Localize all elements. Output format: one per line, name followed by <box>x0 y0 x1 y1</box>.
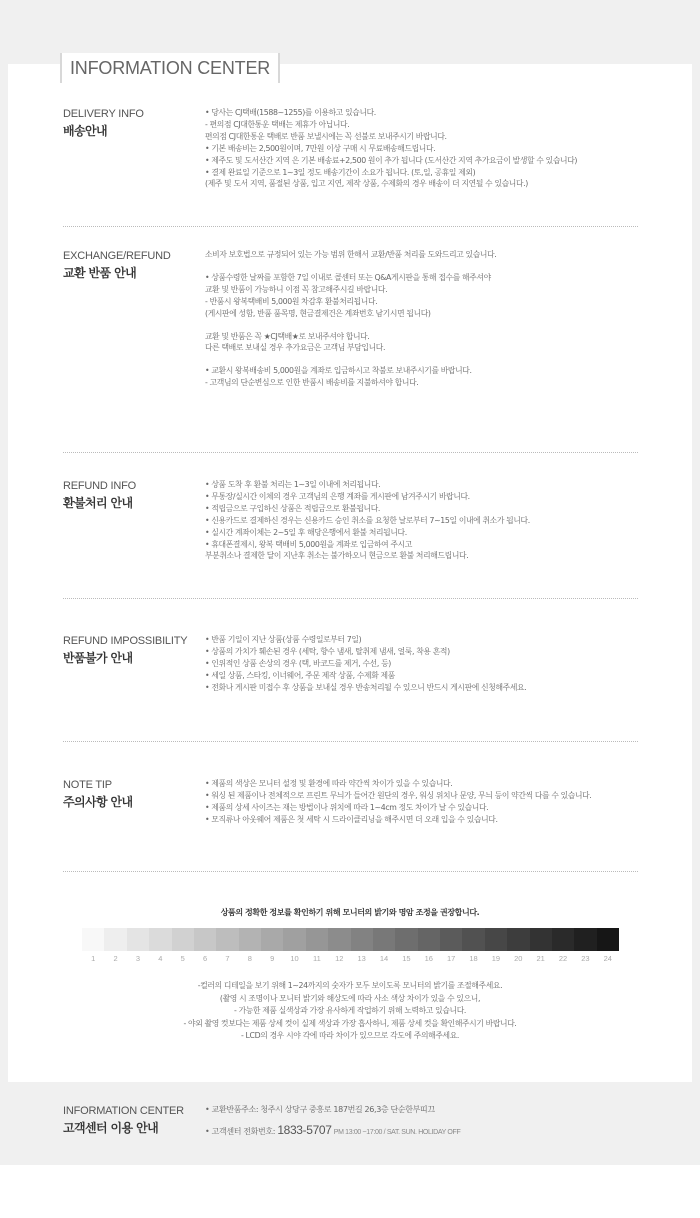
content-line: • 상품수령한 날짜를 포함한 7일 이내로 콜센터 또는 Q&A게시판을 통해 접수를 해주셔야 <box>205 272 491 282</box>
section-label-en: REFUND IMPOSSIBILITY <box>63 635 188 647</box>
content-line: 다른 택배로 보내실 경우 추가요금은 고객님 부담입니다. <box>205 343 386 353</box>
section-content <box>205 634 665 694</box>
grayscale-swatch <box>283 928 305 951</box>
title-box <box>60 53 280 83</box>
note-line: -컬러의 디테일을 보기 위해 1~24까지의 숫자가 모두 보이도록 모니터의 밝기를 조절해주세요. <box>197 981 503 990</box>
content-line: 편의점 CJ대한통운 택배로 반품 보낼시에는 꼭 선불로 보내주시기 바랍니다. <box>205 131 447 141</box>
grayscale-number: 4 <box>158 954 163 963</box>
section-label-ko: 교환 반품 안내 <box>63 266 137 280</box>
grayscale-swatch <box>395 928 417 951</box>
section-exchange-refund <box>63 249 663 388</box>
grayscale-number: 23 <box>581 954 590 963</box>
section-label-ko: 고객센터 이용 안내 <box>63 1121 159 1135</box>
grayscale-number: 12 <box>335 954 344 963</box>
grayscale-swatch <box>216 928 238 951</box>
grayscale-swatch <box>149 928 171 951</box>
content-line: • 워싱 된 제품이나 전체적으로 프린트 무늬가 들어간 원단의 경우, 워싱 위치나 문양, 무늬 등이 약간씩 다를 수 있습니다. <box>205 790 592 800</box>
section-label-en: EXCHANGE/REFUND <box>63 250 171 262</box>
content-line: 소비자 보호법으로 규정되어 있는 가능 범위 한해서 교환/반품 처리를 도와드리고 있습니다. <box>205 250 497 259</box>
grayscale-swatch <box>440 928 462 951</box>
grayscale-swatch <box>239 928 261 951</box>
content-line: • 적립금으로 구입하신 상품은 적립금으로 환불됩니다. <box>205 503 381 513</box>
section-divider <box>63 452 638 453</box>
grayscale-number: 13 <box>357 954 366 963</box>
grayscale-numbers <box>82 954 619 963</box>
grayscale-number: 7 <box>225 954 230 963</box>
grayscale-bar <box>82 928 619 951</box>
grayscale-swatch <box>373 928 395 951</box>
phone-number: 1833-5707 <box>277 1123 332 1137</box>
grayscale-number: 16 <box>424 954 433 963</box>
note-line: - 가능한 제품 실색상과 가장 유사하게 작업하기 위해 노력하고 있습니다. <box>233 1006 467 1016</box>
section-label-en: DELIVERY INFO <box>63 108 144 120</box>
grayscale-number: 22 <box>558 954 568 963</box>
content-line: 부분취소나 결제한 달이 지난후 취소는 불가하오니 현금으로 환불 처리해드립니다. <box>205 551 469 561</box>
business-hours: PM 13:00 ~17:00 / SAT. SUN. HOLIDAY OFF <box>333 1129 461 1136</box>
monitor-calibration-title: 상품의 정확한 정보를 확인하기 위해 모니터의 밝기와 명암 조정을 권장합니다. <box>220 908 480 917</box>
grayscale-swatch <box>552 928 574 951</box>
monitor-notes <box>0 980 700 1043</box>
content-line: • 기본 배송비는 2,500원이며, 7만원 이상 구매 시 무료배송해드립니다. <box>205 143 436 153</box>
content-line: • 모직류나 아웃웨어 제품은 첫 세탁 시 드라이클리닝을 해주시면 더 오래 입을 수 있습니다. <box>205 814 498 824</box>
section-divider <box>63 598 638 599</box>
grayscale-swatch <box>418 928 440 951</box>
section-content <box>205 778 665 826</box>
section-label-ko: 주의사항 안내 <box>63 795 133 809</box>
grayscale-swatch <box>574 928 596 951</box>
section-label-ko: 환불처리 안내 <box>63 496 133 510</box>
grayscale-swatch <box>261 928 283 951</box>
spacer <box>205 320 665 331</box>
content-line: • 결제 완료일 기준으로 1~3일 정도 배송기간이 소요가 됩니다. (토,일, 공휴일 제외) <box>205 167 476 177</box>
grayscale-number: 19 <box>491 954 501 963</box>
grayscale-number: 6 <box>202 954 208 963</box>
content-line: • 신용카드로 결제하신 경우는 신용카드 승인 취소를 요청한 날로부터 7~15일 이내에 취소가 됩니다. <box>205 515 530 525</box>
return-address: • 교환반품주소: 청주시 상당구 중흥로 187번길 26,3층 단순한부띠끄 <box>205 1105 435 1114</box>
note-line: - LCD의 경우 시야 각에 따라 차이가 있으므로 각도에 주의해주세요. <box>240 1031 460 1041</box>
content-line: • 인위적인 상품 손상의 경우 (택, 바코드를 제거, 수선, 등) <box>205 658 391 668</box>
section-content <box>205 249 665 389</box>
grayscale-number: 5 <box>180 954 185 963</box>
grayscale-number: 2 <box>113 954 118 963</box>
phone-prefix: • 고객센터 전화번호: <box>205 1127 276 1136</box>
content-line: • 교환시 왕복배송비 5,000원을 계좌로 입금하시고 착불로 보내주시기를 바랍니다. <box>205 366 472 376</box>
section-label-en: INFORMATION CENTER <box>63 1105 184 1117</box>
content-line: • 제주도 및 도서산간 지역 은 기본 배송료+2,500 원이 추가 됩니다 (도서산간 지역 추가요금이 발생할 수 있습니다) <box>205 155 578 165</box>
grayscale-number: 9 <box>270 954 275 963</box>
content-line: (제주 및 도서 지역, 품절된 상품, 입고 지연, 제작 상품, 수제화의 경우 배송이 더 지연될 수 있습니다.) <box>205 179 528 189</box>
grayscale-number: 11 <box>313 954 321 963</box>
grayscale-number: 17 <box>447 954 456 963</box>
section-note-tip <box>63 778 663 824</box>
section-divider <box>63 871 638 872</box>
grayscale-number: 14 <box>379 954 389 963</box>
content-line: 교환 및 반품이 가능하니 이점 꼭 참고해주시길 바랍니다. <box>205 284 388 294</box>
content-line: • 상품의 가치가 훼손된 경우 (세탁, 향수 냄새, 탈취제 냄새, 얼룩, 착용 흔적) <box>205 646 450 656</box>
grayscale-number: 24 <box>603 954 612 963</box>
phone-line <box>205 1120 665 1143</box>
section-content <box>205 479 665 562</box>
grayscale-number: 1 <box>91 954 96 963</box>
section-refund-info <box>63 479 663 561</box>
grayscale-swatch <box>82 928 104 951</box>
spacer <box>205 354 665 365</box>
content-line: • 무통장/실시간 이체의 경우 고객님의 은행 계좌를 게시판에 남겨주시기 바랍니다. <box>205 491 470 501</box>
page-title: INFORMATION CENTER <box>70 58 271 78</box>
content-line: • 제품의 색상은 모니터 설정 및 환경에 따라 약간씩 차이가 있을 수 있습니다. <box>205 779 453 788</box>
grayscale-number: 3 <box>135 954 141 963</box>
content-line: - 고객님의 단순변심으로 인한 반품시 배송비를 지불하셔야 합니다. <box>205 378 419 388</box>
spacer <box>205 261 665 272</box>
section-divider <box>63 226 638 227</box>
grayscale-number: 20 <box>514 954 523 963</box>
grayscale-swatch <box>172 928 194 951</box>
content-line: (게시판에 성함, 반품 품목명, 현금결제건은 계좌번호 남기시면 됩니다) <box>205 308 431 318</box>
section-refund-impossibility <box>63 634 663 692</box>
note-line: (촬영 시 조명이나 모니터 밝기와 해상도에 따라 사소 색상 차이가 있을 수 있으니, <box>219 993 481 1003</box>
section-label-ko: 반품불가 안내 <box>63 651 133 665</box>
section-label-en: NOTE TIP <box>63 779 112 791</box>
section-content <box>205 1100 665 1143</box>
content-line: - 반품시 왕복택배비 5,000원 차감후 환불처리됩니다. <box>205 296 378 306</box>
content-line: • 상품 도착 후 환불 처리는 1~3일 이내에 처리됩니다. <box>205 480 381 489</box>
grayscale-number: 8 <box>247 954 252 963</box>
grayscale-swatch <box>328 928 350 951</box>
content-line: • 반품 기일이 지난 상품(상품 수령일로부터 7일) <box>205 635 362 644</box>
content-line: - 편의점 CJ대한통운 택배는 제휴가 아닙니다. <box>205 119 350 129</box>
section-label-en: REFUND INFO <box>63 480 136 492</box>
grayscale-number: 18 <box>469 954 478 963</box>
grayscale-swatch <box>306 928 328 951</box>
grayscale-swatch <box>507 928 529 951</box>
grayscale-swatch <box>351 928 373 951</box>
section-content <box>205 107 665 190</box>
section-label-ko: 배송안내 <box>63 124 107 138</box>
grayscale-number: 10 <box>290 954 299 963</box>
section-delivery-info <box>63 107 663 189</box>
grayscale-swatch <box>530 928 552 951</box>
note-line: - 야외 촬영 컷보다는 제품 상세 컷이 실제 색상과 가장 흡사하니, 제품 상세 컷을 확인해주시기 바랍니다. <box>183 1018 517 1028</box>
content-line: • 실시간 계좌이체는 2~5일 후 해당은행에서 환불 처리됩니다. <box>205 527 407 537</box>
grayscale-number: 21 <box>536 954 545 963</box>
grayscale-swatch <box>485 928 507 951</box>
content-line: • 제품의 상세 사이즈는 재는 방법이나 위치에 따라 1~4cm 정도 차이가 날 수 있습니다. <box>205 802 489 812</box>
content-line: • 전화나 게시판 미접수 후 상품을 보내실 경우 반송처리될 수 있으니 반드시 게시판에 신청해주세요. <box>205 682 527 692</box>
content-line: • 세일 상품, 스타킹, 이너웨어, 주문 제작 상품, 수제화 제품 <box>205 670 395 680</box>
grayscale-swatch <box>597 928 619 951</box>
grayscale-swatch <box>194 928 216 951</box>
grayscale-number: 15 <box>402 954 411 963</box>
grayscale-swatch <box>127 928 149 951</box>
content-line: • 휴대폰결제시, 왕복 택배비 5,000원을 계좌로 입금하여 주시고 <box>205 539 413 549</box>
content-line: • 당사는 CJ택배(1588~1255)를 이용하고 있습니다. <box>205 108 376 117</box>
section-divider <box>63 741 638 742</box>
content-line: 교환 및 반품은 꼭 ★CJ택배★로 보내주셔야 합니다. <box>205 331 370 341</box>
customer-center <box>63 1104 663 1137</box>
grayscale-swatch <box>104 928 126 951</box>
grayscale-swatch <box>462 928 484 951</box>
